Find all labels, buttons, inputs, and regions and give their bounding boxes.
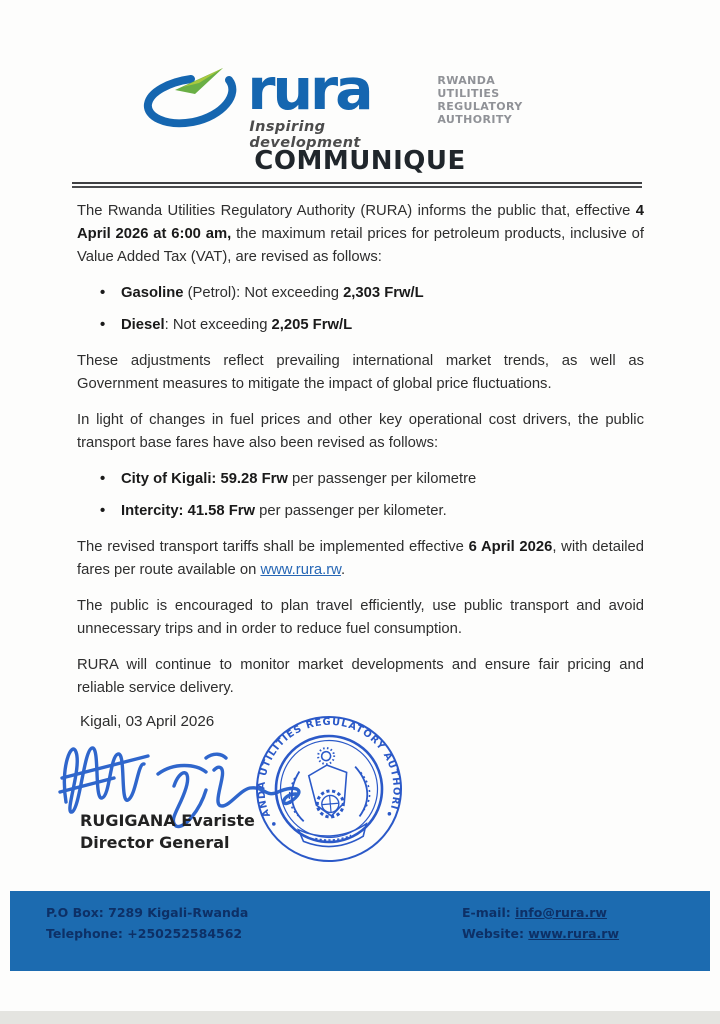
text-run: The revised transport tariffs shall be implemented effective xyxy=(77,539,469,555)
footer-contact-left xyxy=(46,902,248,944)
text-run-bold: City of Kigali: 59.28 Frw xyxy=(121,471,288,487)
scan-edge-strip xyxy=(0,1011,720,1024)
text-run: per passenger per kilometre xyxy=(287,471,477,487)
footer-website-row xyxy=(462,923,619,944)
text-run: , with detailed fares per route available on xyxy=(77,539,644,578)
text-run-bold: 6 April 2026 xyxy=(468,539,553,555)
text-run: (Petrol): Not exceeding xyxy=(183,285,344,301)
body-text xyxy=(77,200,644,713)
rura-swoosh-icon xyxy=(141,62,245,134)
paragraph-adjustments: These adjustments reflect prevailing international market trends, as well as Government measures to mitigate the impact of global price fluctuations. xyxy=(77,353,644,392)
footer-email-link[interactable]: info@rura.rw xyxy=(515,905,607,920)
footer-telephone: Telephone: +250252584562 xyxy=(46,926,243,941)
footer-website-link[interactable]: www.rura.rw xyxy=(528,926,620,941)
footer-email-label: E-mail: xyxy=(462,905,516,920)
fuel-price-list xyxy=(77,282,644,337)
footer-bar xyxy=(10,891,710,971)
org-name-line: RWANDA xyxy=(437,74,496,87)
signer-block xyxy=(80,810,255,854)
paragraph-fares-intro: In light of changes in fuel prices and other key operational cost drivers, the public transport base fares have also been revised as follows: xyxy=(77,412,644,451)
brand-wordmark: rura xyxy=(247,57,371,123)
text-run: : Not exceeding xyxy=(164,317,272,333)
paragraph-monitoring: RURA will continue to monitor market developments and ensure fair pricing and reliable service delivery. xyxy=(77,657,644,696)
text-run-bold: Diesel xyxy=(121,317,165,333)
stamp-ring-text: RWANDA UTILITIES REGULATORY AUTHORITY xyxy=(256,716,402,819)
letterhead xyxy=(0,57,720,151)
org-name-line: REGULATORY xyxy=(437,100,523,113)
text-run: the maximum retail prices for petroleum products, inclusive of Value Added Tax (VAT), are revised as follows: xyxy=(77,226,644,265)
paragraph-implementation xyxy=(77,536,644,582)
org-name-line: AUTHORITY xyxy=(437,113,513,126)
rura-website-link[interactable]: www.rura.rw xyxy=(260,562,342,578)
text-run-bold: 2,303 Frw/L xyxy=(343,285,424,301)
text-run-bold: Intercity: 41.58 Frw xyxy=(121,503,256,519)
text-run: The Rwanda Utilities Regulatory Authority (RURA) informs the public that, effective xyxy=(77,203,636,219)
text-run-bold: 2,205 Frw/L xyxy=(271,317,353,333)
footer-website-label: Website: xyxy=(462,926,529,941)
list-item-kigali-fare xyxy=(77,468,644,491)
svg-text:RWANDA UTILITIES REGULATORY AU xyxy=(250,711,403,824)
paragraph-advice: The public is encouraged to plan travel efficiently, use public transport and avoid unnecessary trips and in order to reduce fuel consumption. xyxy=(77,598,644,637)
footer-pobox: P.O Box: 7289 Kigali-Rwanda xyxy=(46,905,249,920)
org-name-line: UTILITIES xyxy=(437,87,500,100)
org-name xyxy=(437,74,522,151)
signer-name: RUGIGANA Evariste xyxy=(80,811,255,830)
list-item-intercity-fare xyxy=(77,500,644,523)
text-run-bold: 4 April 2026 at 6:00 am, xyxy=(77,203,644,242)
signer-role: Director General xyxy=(80,833,230,852)
text-run: per passenger per kilometer. xyxy=(255,503,447,519)
text-run: . xyxy=(341,562,346,578)
list-item-diesel xyxy=(77,314,644,337)
list-item-gasoline xyxy=(77,282,644,305)
brand-tagline: Inspiring development xyxy=(249,119,361,151)
title-divider xyxy=(72,182,642,188)
paragraph-fuel-intro xyxy=(77,200,644,269)
place-and-date: Kigali, 03 April 2026 xyxy=(80,713,215,730)
text-run-bold: Gasoline xyxy=(121,285,184,301)
footer-email-row xyxy=(462,902,619,923)
page-title: COMMUNIQUE xyxy=(254,146,466,176)
official-stamp xyxy=(241,701,417,877)
rura-logo xyxy=(197,57,419,151)
footer-contact-right xyxy=(462,902,619,944)
fare-list xyxy=(77,468,644,523)
